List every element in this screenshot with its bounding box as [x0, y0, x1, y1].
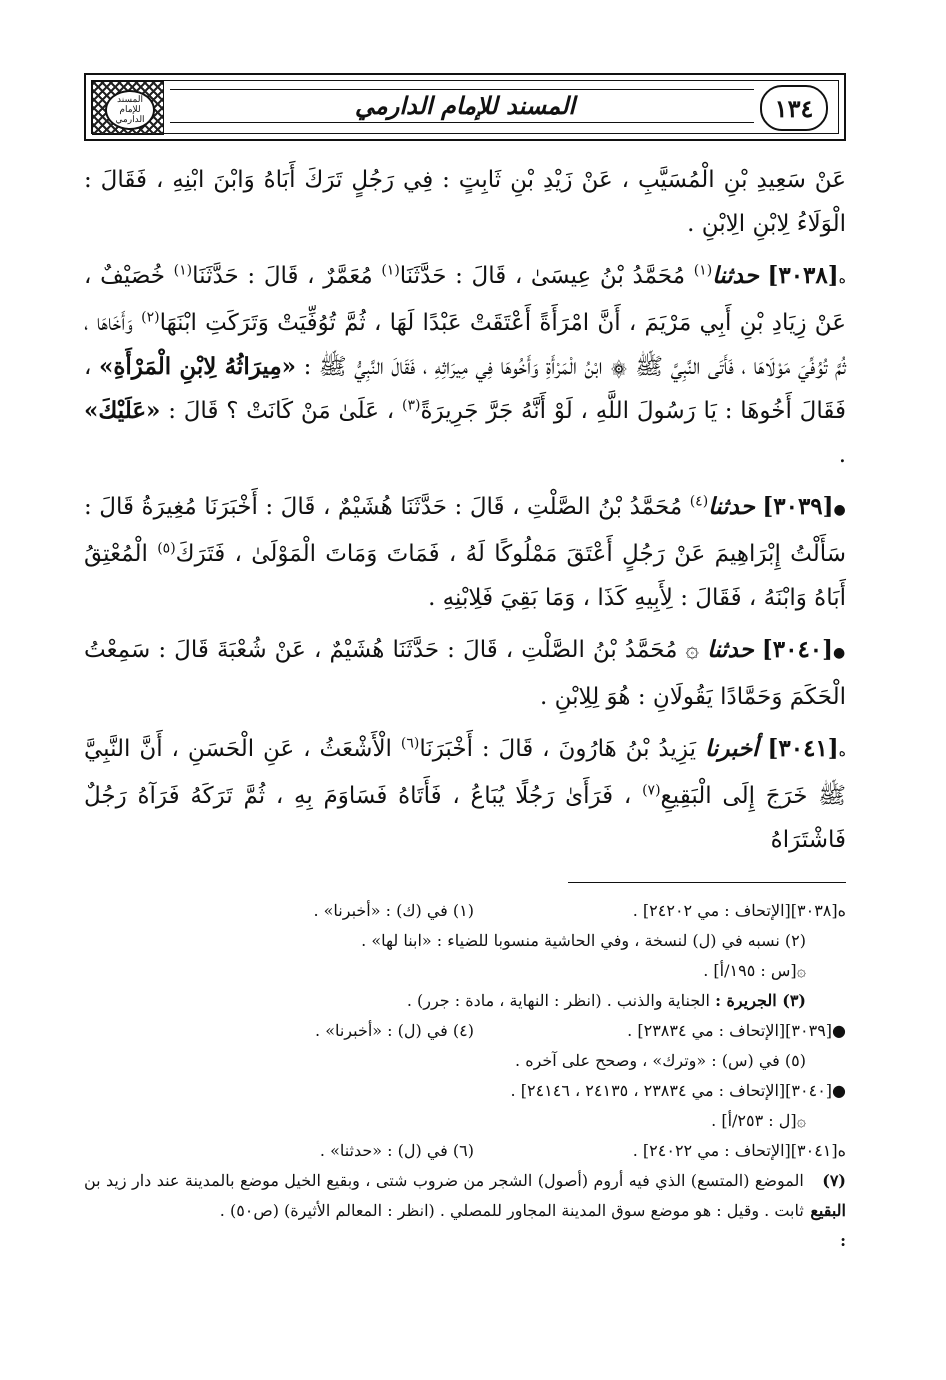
text-segment: ، فَرَأَىٰ رَجُلًا يُبَاعُ ، فَأَتَاهُ فَسَاوَمَ بِهِ ، ثُمَّ تَرَكَهُ فَرَآهُ رَجُلٌ فَاشْتَرَاهُ [84, 783, 846, 853]
footnote-term: (٧) البقيع : [810, 1171, 846, 1250]
footnote-source-ref: ه[٣٠٣٨][الإتحاف : مي ٢٤٢٠٢] . [632, 901, 846, 920]
text-segment: ، فَقَالَ أَخُوهَا : يَا رَسُولَ اللَّهِ ، لَوْ أَنَّهُ جَرَّ جَرِيرَةً [84, 354, 847, 424]
footnote-ref[interactable]: (٧) [642, 782, 661, 799]
footnote-line [84, 896, 846, 926]
prophet-quote: «عَلَيْكَ» [84, 397, 161, 424]
entry-marker: ● [833, 502, 846, 518]
text-segment: مُحَمَّدُ بْنُ الصَّلْتِ ، قَالَ : حَدَّثَنَا هُشَيْمٌ ، قَالَ : أَخْبَرَنَا مُغِيرَةُ قَالَ : سَأَلْتُ إِبْرَاهِيمَ عَنْ رَجُلٍ أَعْتَقَ مَمْلُوكًا لَهُ ، فَمَاتَ وَمَاتَ الْمَوْلَىٰ ، فَتَرَكَ [84, 494, 846, 567]
footnote-ref[interactable]: (١) [173, 262, 193, 279]
footnote-line [84, 1016, 846, 1046]
footnote-text: (٥) في (س) : «وترك» ، وصحح على آخره . [515, 1051, 806, 1070]
text-segment: ۞ مُحَمَّدُ بْنُ الصَّلْتِ ، قَالَ : حَدَّثَنَا هُشَيْمٌ ، عَنْ شُعْبَةَ قَالَ : سَمِعْتُ الْحَكَمَ وَحَمَّادًا يَقُولَانِ : هُوَ لِلِابْنِ . [84, 637, 846, 710]
footnote-ref[interactable]: (٥) [157, 540, 176, 557]
footnote-source-ref: ه[٣٠٤١][الإتحاف : مي ٢٤٠٢٢] . [632, 1141, 846, 1160]
text-segment: خُصَيْفٌ ، عَنْ زِيَادِ بْنِ أَبِي مَرْيَمَ ، أَنَّ امْرَأَةً أَعْتَقَتْ عَبْدًا لَهَا ، ثُمَّ تُوُفِّيَتْ وَتَرَكَتِ ابْنَهَا [84, 263, 847, 336]
text-segment: الْأَشْعَثُ ، عَنِ الْحَسَنِ ، أَنَّ النَّبِيَّ ﷺ خَرَجَ إِلَى الْبَقِيعِ [84, 736, 847, 809]
entry-marker: ه [838, 744, 847, 760]
hadith-number: [٣٠٣٩] [762, 493, 834, 520]
footnote-text: الجناية والذنب . (انظر : النهاية ، مادة : جرر) . [406, 991, 710, 1010]
footnote-line [84, 986, 846, 1016]
entry-marker: ه [838, 271, 846, 287]
footnote-text: الموضع (المتسع) الذي فيه أروم (أصول) الشجر من ضروب شتى ، وبقيع الخيل موضع بالمدينة عند دار زيد بن ثابت . وقيل : هو موضع سوق المدينة المجاور للمصلي . (انظر : المعالم الأثيرة) (ص٥٠) . [84, 1171, 804, 1220]
page-header [84, 73, 846, 141]
prophet-quote: «مِيرَاثُهُ لِابْنِ الْمَرْأَةِ» [98, 353, 297, 380]
text-segment: ، عَلَىٰ مَنْ كَانَتْ ؟ قَالَ : [168, 398, 395, 424]
footnote-ref[interactable]: (١) [381, 262, 400, 279]
footnote-line [84, 956, 846, 986]
footnote-text: (٦) في (ل) : «حدثنا» . [319, 1141, 474, 1160]
footnote-source-ref: ●[٣٠٤٠][الإتحاف : مي ٢٣٨٣٤ ، ٢٤١٣٥ ، ٢٤١٤٦] . [510, 1081, 846, 1100]
chain-word: أخبرنا [704, 735, 759, 762]
footnotes [84, 896, 846, 1256]
footnote-term: (٣) الجريرة : [715, 991, 806, 1010]
ornament-medallion: المسند للإمام الدارمي [105, 90, 155, 130]
intro-paragraph: عَنْ سَعِيدِ بْنِ الْمُسَيَّبِ ، عَنْ زَيْدِ بْنِ ثَابِتٍ : فِي رَجُلٍ تَرَكَ أَبَاهُ وَابْنَ ابْنِهِ ، فَقَالَ : الْوَلَاءُ لِابْنِ الِابْنِ . [84, 167, 846, 237]
text-segment: الْمُعْتِقُ أَبَاهُ وَابْنَهُ ، فَقَالَ : لِأَبِيهِ كَذَا ، وَمَا بَقِيَ فَلِابْنِهِ . [84, 541, 846, 611]
entry-marker: ● [833, 645, 847, 661]
running-title: المسند للإمام الدارمي [354, 91, 576, 120]
footnote-text: (٤) في (ل) : «أخبرنا» . [315, 1021, 474, 1040]
text-segment: . [838, 442, 846, 468]
chain-word: حدثنا [707, 636, 754, 663]
hadith-3038 [84, 254, 846, 477]
text-segment: مُعَمَّرٌ ، قَالَ : حَدَّثَنَا [192, 263, 373, 289]
footnote-page-ref: ۞[ل : ٢٥٣/أ] . [711, 1111, 806, 1130]
footnote-page-ref: ۞[س : ١٩٥/أ] . [703, 961, 806, 980]
footnote-separator [568, 882, 846, 883]
footnote-line [84, 1136, 846, 1166]
text-segment: وَأَخَاهَا ، ثُمَّ تُوُفِّيَ مَوْلَاهَا ، فَأَتَى النَّبِيَّ ﷺ ۞ ابْنُ الْمَرْأَةِ وَأَخُوهَا فِي مِيرَاثِهِ ، فَقَالَ النَّبِيُّ ﷺ : [84, 310, 846, 380]
footnote-ref[interactable]: (٤) [689, 493, 709, 510]
chain-word: حدثنا [708, 493, 755, 520]
footnote-ref[interactable]: (٣) [401, 397, 421, 414]
main-text [84, 158, 846, 862]
text-segment: يَزِيدُ بْنُ هَارُونَ ، قَالَ : أَخْبَرَنَا [419, 736, 696, 762]
text-segment: مُحَمَّدُ بْنُ عِيسَىٰ ، قَالَ : حَدَّثَنَا [399, 263, 686, 289]
footnote-text: (١) في (ك) : «أخبرنا» . [313, 901, 474, 920]
hadith-3040 [84, 628, 846, 719]
page-number: ١٣٤ [760, 85, 828, 131]
footnote-ref[interactable]: (٦) [400, 735, 420, 752]
hadith-number: [٣٠٣٨] [767, 262, 839, 289]
footnote-line [84, 1106, 846, 1136]
footnote-line [84, 926, 846, 956]
footnote-ref[interactable]: (١) [693, 262, 713, 279]
footnote-line [84, 1166, 846, 1256]
footnote-line [84, 1076, 846, 1106]
hadith-number: [٣٠٤١] [767, 735, 839, 762]
chain-word: حدثنا [712, 262, 759, 289]
hadith-3039 [84, 485, 846, 620]
hadith-3041 [84, 727, 846, 862]
footnote-ref[interactable]: (٢) [141, 309, 160, 326]
hadith-number: [٣٠٤٠] [761, 636, 834, 663]
footnote-text: (٢) نسبه في (ل) لنسخة ، وفي الحاشية منسوبا للضياء : «ابنا لها» . [361, 931, 806, 950]
footnote-source-ref: ●[٣٠٣٩][الإتحاف : مي ٢٣٨٣٤] . [627, 1021, 846, 1040]
footnote-line [84, 1046, 846, 1076]
